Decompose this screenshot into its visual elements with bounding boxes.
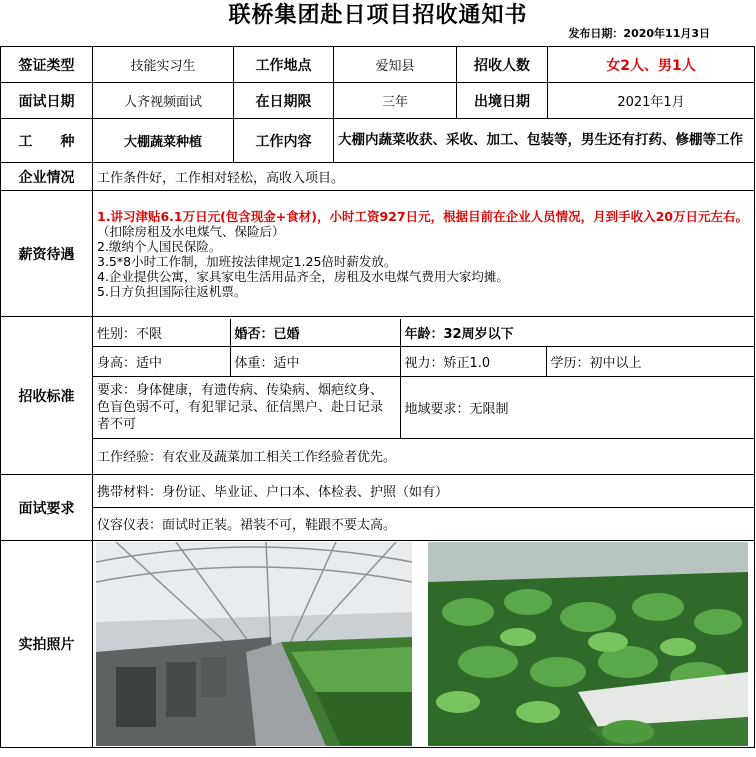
height-field: 身高：适中 xyxy=(93,347,230,377)
document-title: 联桥集团赴日项目招收通知书 xyxy=(228,2,528,28)
stay-period-value: 三年 xyxy=(334,83,457,119)
experience-requirements: 工作经验：有农业及蔬菜加工相关工作经验者优先。 xyxy=(93,439,755,473)
requirements-label: 招收标准 xyxy=(1,317,93,475)
recruit-count-value: 女2人、男1人 xyxy=(548,47,755,83)
interview-req-label: 面试要求 xyxy=(1,475,93,541)
row-visa xyxy=(1,47,755,83)
stay-period-label: 在日期限 xyxy=(234,83,334,119)
row-company xyxy=(1,163,755,191)
education-field: 学历：初中以上 xyxy=(546,347,755,377)
row-interview-req xyxy=(1,475,755,541)
materials-field: 携带材料：身份证、毕业证、户口本、体检表、护照（如有） xyxy=(93,475,754,507)
depart-date-value: 2021年1月 xyxy=(548,83,755,119)
work-location-label: 工作地点 xyxy=(234,47,334,83)
publish-date: 发布日期：2020年11月3日 xyxy=(568,27,710,40)
requirements-inner-table xyxy=(93,319,755,473)
requirements-grid xyxy=(93,317,755,475)
greenhouse-photo xyxy=(96,542,412,746)
salary-item-2: 2.缴纳个人国民保险。 xyxy=(97,238,222,254)
interview-req-grid xyxy=(93,475,755,541)
salary-label: 薪资待遇 xyxy=(1,191,93,317)
recruit-count-label: 招收人数 xyxy=(457,47,548,83)
photos-label: 实拍照片 xyxy=(1,541,93,748)
row-photos xyxy=(1,541,755,748)
info-table xyxy=(0,46,755,748)
job-type-label: 工 种 xyxy=(1,119,93,163)
row-interview xyxy=(1,83,755,119)
row-job xyxy=(1,119,755,163)
company-label: 企业情况 xyxy=(1,163,93,191)
photos-cell xyxy=(93,541,755,748)
visa-type-label: 签证类型 xyxy=(1,47,93,83)
dress-field: 仪容仪表：面试时正装。裙装不可，鞋跟不要太高。 xyxy=(93,507,754,540)
work-content-label: 工作内容 xyxy=(234,119,334,163)
row-salary xyxy=(1,191,755,317)
company-value: 工作条件好，工作相对轻松，高收入项目。 xyxy=(93,163,755,191)
greenhouse-interior-image xyxy=(96,542,412,746)
salary-item-1-note: （扣除房租及水电煤气、保险后） xyxy=(97,223,285,239)
depart-date-label: 出境日期 xyxy=(457,83,548,119)
interview-inner-table xyxy=(93,475,754,540)
marital-field: 婚否：已婚 xyxy=(230,319,400,347)
salary-item-1 xyxy=(97,209,750,239)
vegetable-photo xyxy=(428,542,748,746)
salary-item-4: 4.企业提供公寓，家具家电生活用品齐全，房租及水电煤气费用大家均摊。 xyxy=(97,268,509,284)
salary-item-1-highlight: 1.讲习津贴6.1万日元(包含现金+食材)，小时工资927日元，根据目前在企业人员情况，月到手收入20万日元左右。 xyxy=(97,208,748,224)
weight-field: 体重：适中 xyxy=(230,347,400,377)
salary-content xyxy=(93,191,755,317)
row-requirements xyxy=(1,317,755,475)
visa-type-value: 技能实习生 xyxy=(93,47,234,83)
salary-item-5: 5.日方负担国际往返机票。 xyxy=(97,283,247,299)
region-requirements: 地域要求：无限制 xyxy=(400,377,755,439)
work-location-value: 爱知县 xyxy=(334,47,457,83)
job-type-value: 大棚蔬菜种植 xyxy=(93,119,234,163)
age-field: 年龄：32周岁以下 xyxy=(400,319,755,347)
interview-date-value: 人齐视频面试 xyxy=(93,83,234,119)
salary-item-3: 3.5*8小时工作制，加班按法律规定1.25倍时薪发放。 xyxy=(97,253,397,269)
vision-field: 视力：矫正1.0 xyxy=(400,347,546,377)
work-content-value: 大棚内蔬菜收获、采收、加工、包装等，男生还有打药、修棚等工作 xyxy=(334,119,755,163)
health-requirements: 要求：身体健康，有遗传病、传染病、烟疤纹身、色盲色弱不可，有犯罪记录、征信黑户、赴日记录者不可 xyxy=(93,377,400,439)
interview-date-label: 面试日期 xyxy=(1,83,93,119)
gender-field: 性别：不限 xyxy=(93,319,230,347)
vegetable-closeup-image xyxy=(428,542,748,746)
